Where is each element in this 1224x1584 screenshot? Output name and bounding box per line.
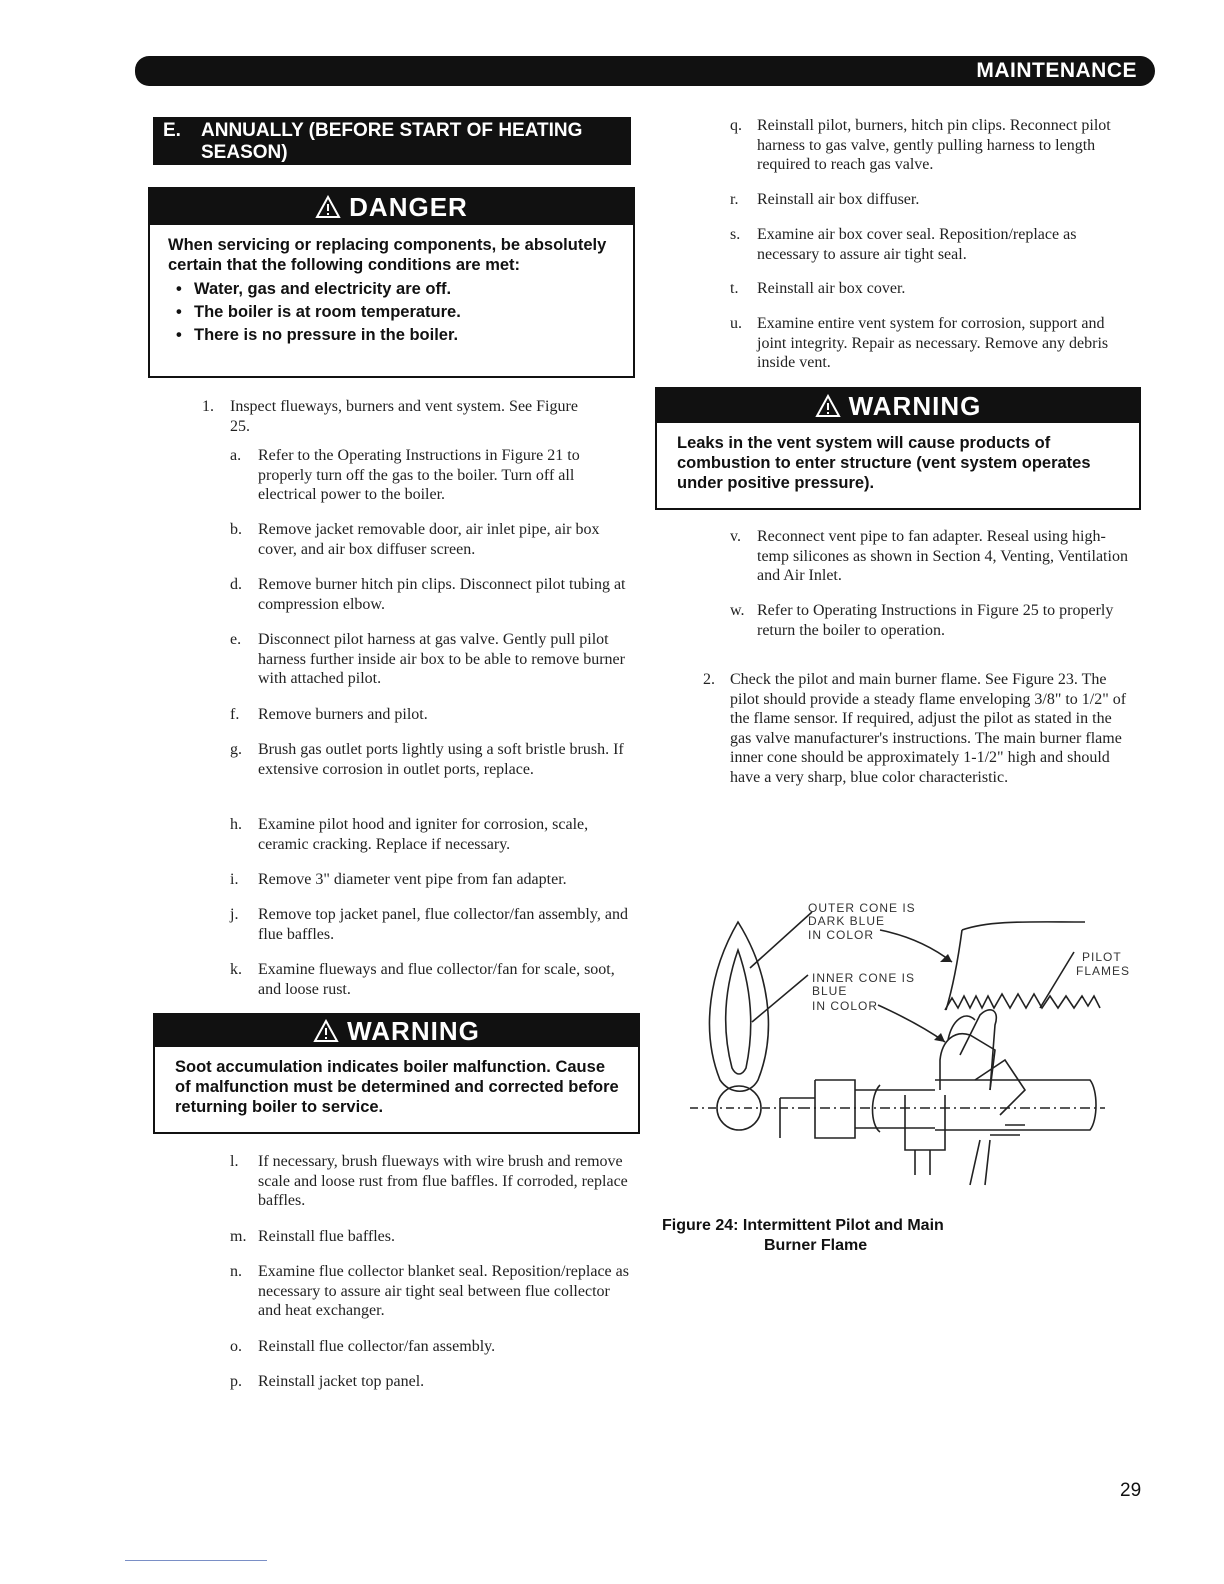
burner-flame-figure — [690, 890, 1140, 1190]
label-outer-cone-3: IN COLOR — [808, 928, 875, 942]
page-number: 29 — [1120, 1480, 1142, 1501]
warning-box-soot — [153, 1013, 640, 1134]
label-pilot-1: PILOT — [1082, 950, 1122, 964]
section-letter: E. — [163, 120, 181, 141]
warning-triangle-icon — [815, 394, 841, 418]
inner-flame-cone — [726, 950, 751, 1074]
warning-text: Soot accumulation indicates boiler malfunction. Cause of malfunction must be determined and corrected before returning boiler to service. — [175, 1058, 619, 1116]
figure-caption-line-2: Burner Flame — [764, 1237, 868, 1254]
banner-label: MAINTENANCE — [976, 59, 1137, 82]
danger-bullet: • Water, gas and electricity are off. — [194, 279, 617, 299]
outer-flame-cone — [710, 922, 769, 1091]
label-outer-cone-1: OUTER CONE IS — [808, 901, 916, 915]
pilot-flames — [945, 994, 1100, 1010]
figure-caption — [662, 1216, 944, 1256]
danger-intro: When servicing or replacing components, be absolutely certain that the following conditions are met: — [168, 236, 607, 274]
danger-list — [168, 279, 617, 345]
warning-box-vent — [655, 387, 1141, 510]
section-banner — [135, 56, 1155, 86]
figure-caption-line-1: Figure 24: Intermittent Pilot and Main — [662, 1217, 944, 1234]
label-inner-cone-2: BLUE — [812, 984, 848, 998]
warning-title: WARNING — [848, 391, 982, 421]
warning-header — [155, 1015, 638, 1047]
danger-header — [150, 189, 633, 225]
danger-title: DANGER — [349, 192, 468, 222]
section-title: ANNUALLY (BEFORE START OF HEATING SEASON) — [201, 120, 583, 163]
warning-triangle-icon — [313, 1019, 339, 1043]
danger-box — [148, 187, 635, 378]
footer-rule — [125, 1560, 267, 1561]
warning-header — [657, 389, 1139, 423]
label-inner-cone-1: INNER CONE IS — [812, 971, 916, 985]
label-outer-cone-2: DARK BLUE — [808, 914, 886, 928]
section-heading — [153, 117, 631, 165]
warning-text: Leaks in the vent system will cause products of combustion to enter structure (vent system operates under positive pressure). — [677, 434, 1091, 492]
label-inner-cone-3: IN COLOR — [812, 999, 879, 1013]
warning-triangle-icon — [315, 195, 341, 219]
warning-title: WARNING — [347, 1016, 480, 1046]
danger-bullet: • The boiler is at room temperature. — [194, 302, 617, 322]
label-pilot-2: FLAMES — [1076, 964, 1131, 978]
danger-bullet: • There is no pressure in the boiler. — [194, 325, 617, 345]
